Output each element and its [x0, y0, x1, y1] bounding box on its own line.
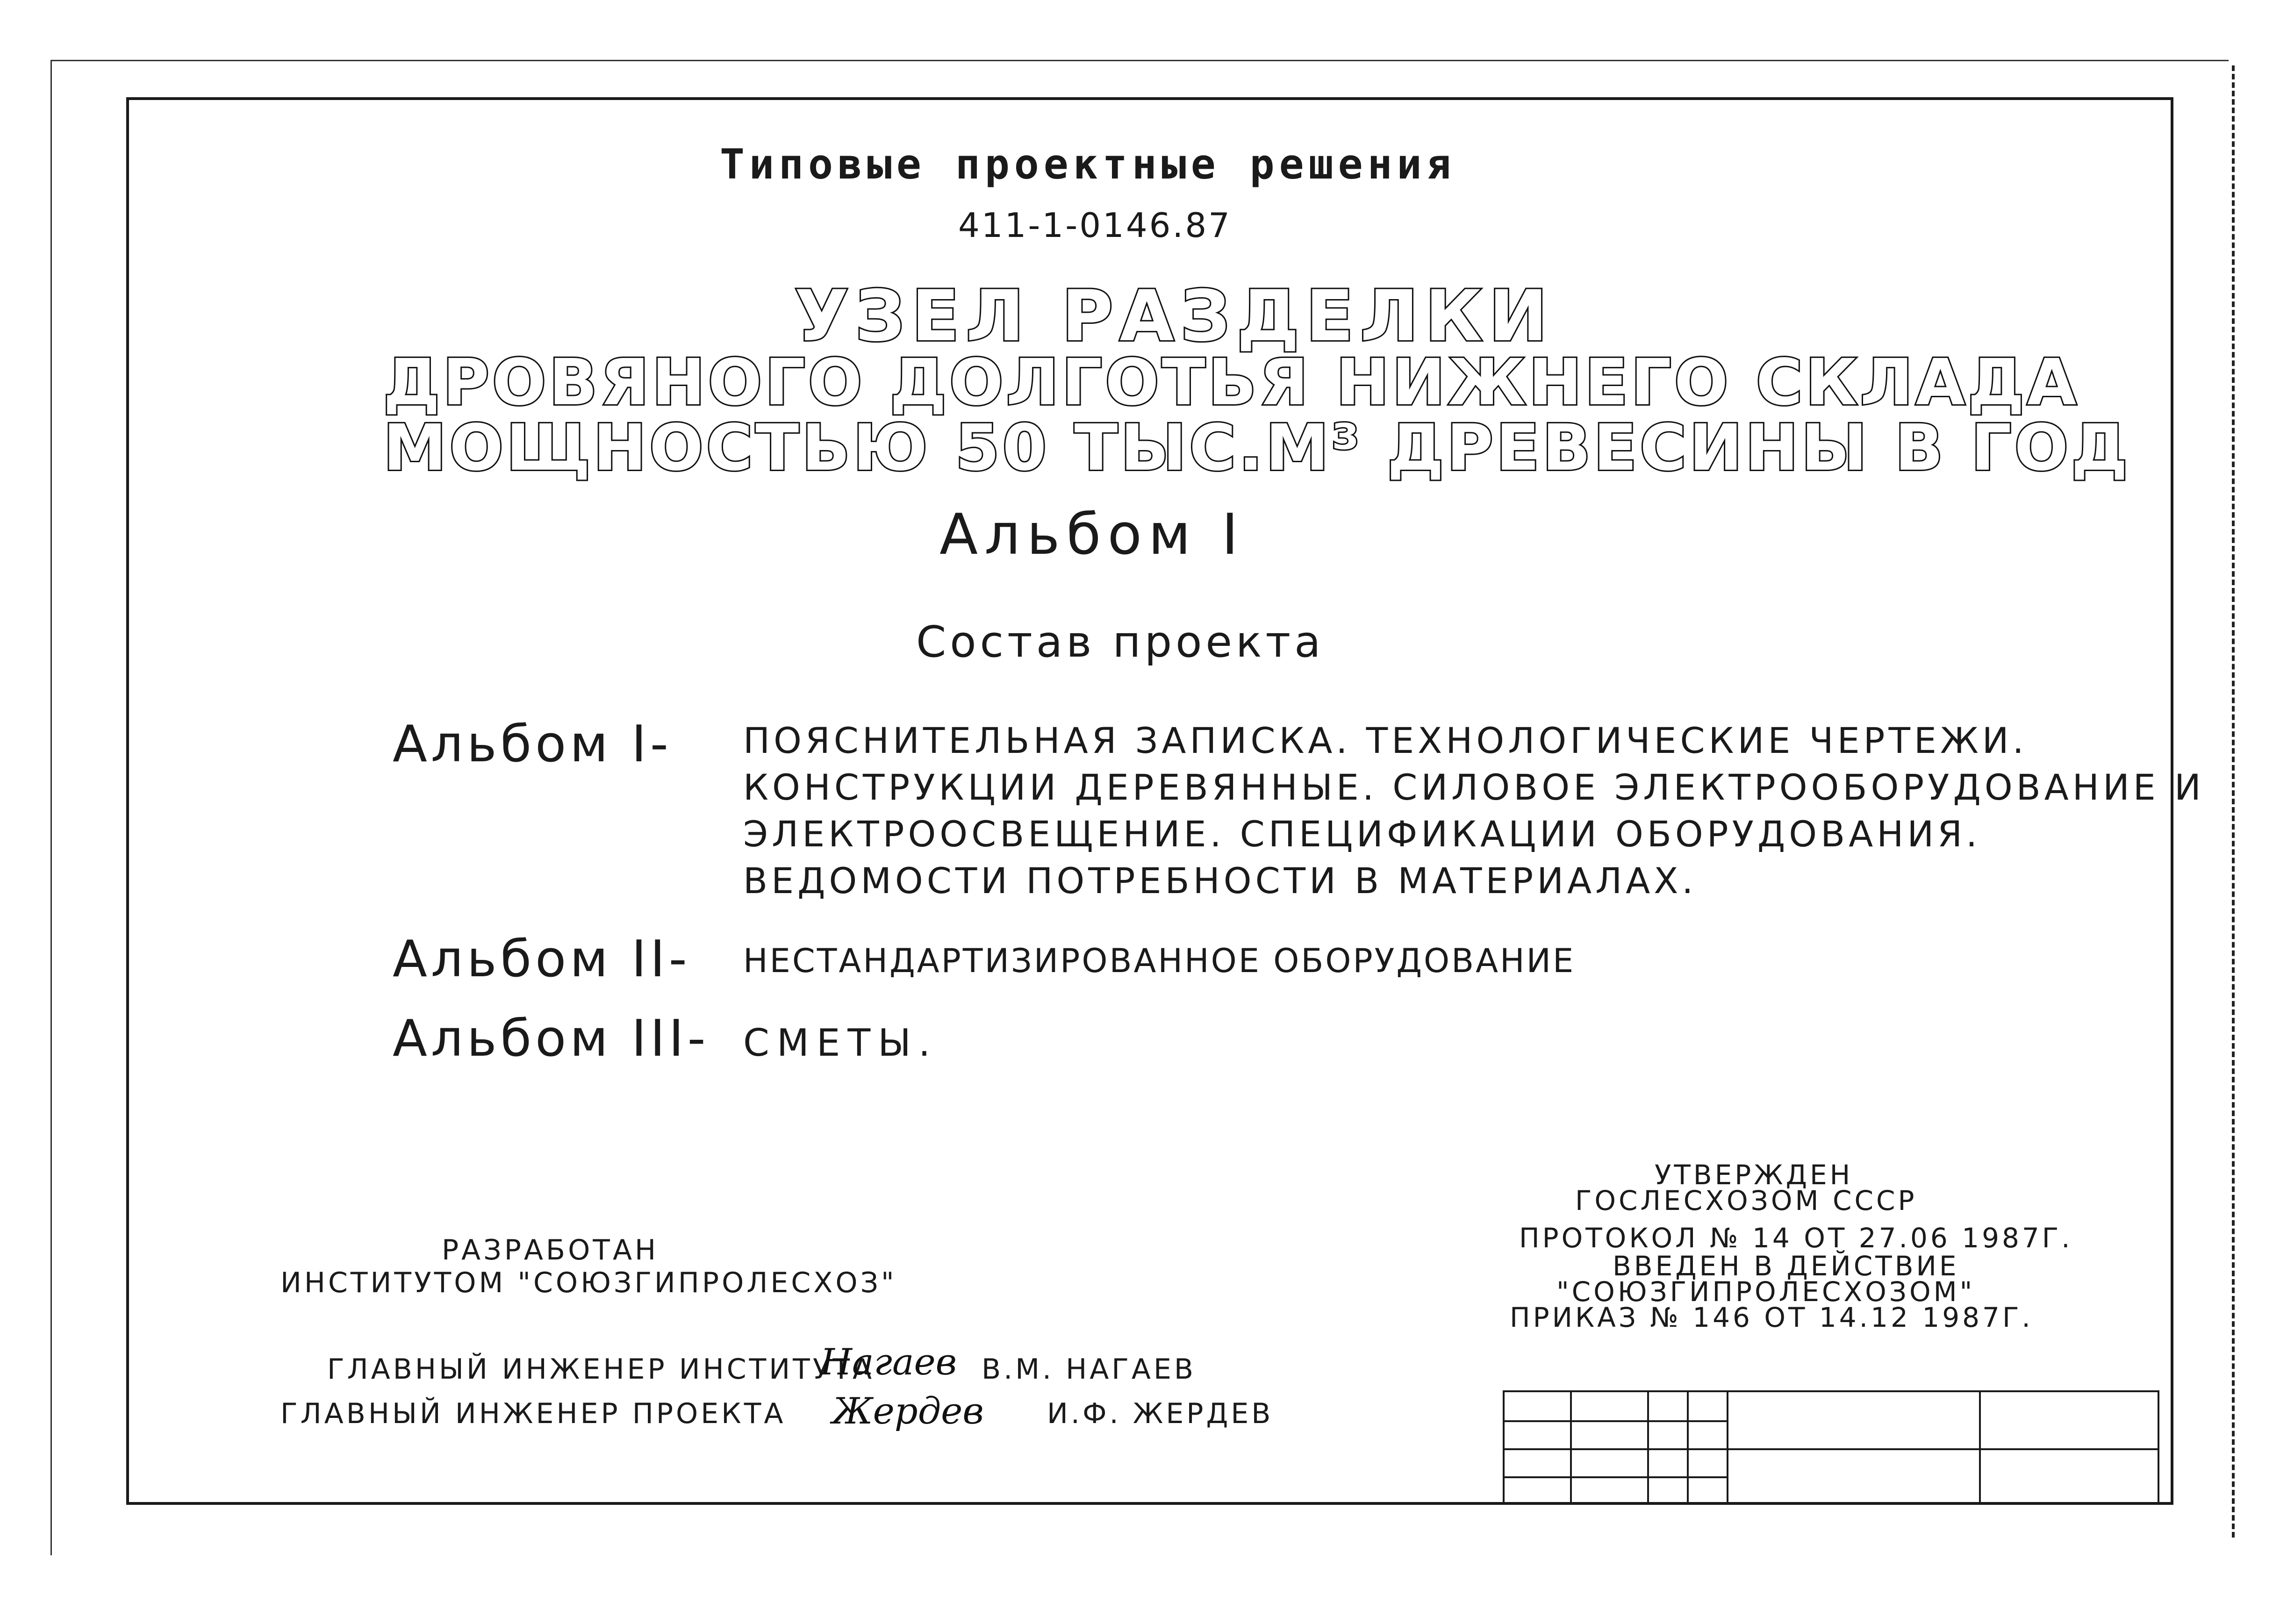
- main-title-line-3: МОЩНОСТЬЮ 50 ТЫС.М³ ДРЕВЕСИНЫ В ГОД: [383, 411, 2131, 485]
- volume-2-label: Альбом II-: [393, 930, 691, 988]
- main-title-line-2: ДРОВЯНОГО ДОЛГОТЬЯ НИЖНЕГО СКЛАДА: [383, 346, 2079, 420]
- chief-engineer-project-name: И.Ф. ЖЕРДЕВ: [1047, 1397, 1274, 1430]
- volume-1-line: КОНСТРУКЦИИ ДЕРЕВЯННЫЕ. СИЛОВОЕ ЭЛЕКТРООБОРУДОВАНИЕ И: [743, 766, 2205, 808]
- project-code: 411-1-0146.87: [958, 206, 1232, 245]
- approval-line: ГОСЛЕСХОЗОМ СССР: [1575, 1185, 1917, 1216]
- handwritten-signature: Нагаев: [820, 1341, 957, 1383]
- chief-engineer-institute-role: ГЛАВНЫЙ ИНЖЕНЕР ИНСТИТУТА: [327, 1353, 875, 1386]
- title-block-stamp: [1503, 1390, 2159, 1505]
- chief-engineer-institute-name: В.М. НАГАЕВ: [982, 1353, 1197, 1386]
- album-heading: Альбом I: [939, 502, 1245, 567]
- approval-order: ПРИКАЗ № 146 ОТ 14.12 1987Г.: [1510, 1302, 2033, 1333]
- series-title: Типовые проектные решения: [720, 140, 1456, 188]
- volume-1-line: ВЕДОМОСТИ ПОТРЕБНОСТИ В МАТЕРИАЛАХ.: [743, 860, 1697, 901]
- volume-1-line: ПОЯСНИТЕЛЬНАЯ ЗАПИСКА. ТЕХНОЛОГИЧЕСКИЕ ЧЕРТЕЖИ.: [743, 720, 2028, 761]
- developer-line-2: ИНСТИТУТОМ "СОЮЗГИПРОЛЕСХОЗ": [280, 1266, 897, 1299]
- stamp-divider: [1505, 1448, 2158, 1450]
- stamp-divider: [1505, 1420, 1727, 1422]
- volume-1-label: Альбом I-: [393, 715, 672, 773]
- chief-engineer-project-role: ГЛАВНЫЙ ИНЖЕНЕР ПРОЕКТА: [280, 1397, 786, 1430]
- developer-line-1: РАЗРАБОТАН: [442, 1234, 659, 1266]
- stamp-divider: [1505, 1476, 1727, 1478]
- contents-heading: Состав проекта: [916, 617, 1325, 667]
- volume-3-line: СМЕТЫ.: [743, 1021, 938, 1065]
- volume-3-label: Альбом III-: [393, 1009, 710, 1068]
- approval-line: "СОЮЗГИПРОЛЕСХОЗОМ": [1556, 1276, 1975, 1308]
- binding-edge-marks: [2232, 65, 2236, 1538]
- main-title-line-1: УЗЕЛ РАЗДЕЛКИ: [795, 276, 1554, 357]
- handwritten-signature: Жердев: [832, 1390, 984, 1432]
- approval-line: ВВЕДЕН В ДЕЙСТВИЕ: [1613, 1250, 1959, 1282]
- volume-2-line: НЕСТАНДАРТИЗИРОВАННОЕ ОБОРУДОВАНИЕ: [743, 942, 1576, 980]
- approval-line: УТВЕРЖДЕН: [1655, 1159, 1853, 1191]
- volume-1-line: ЭЛЕКТРООСВЕЩЕНИЕ. СПЕЦИФИКАЦИИ ОБОРУДОВАНИЯ.: [743, 813, 1981, 855]
- approval-protocol: ПРОТОКОЛ № 14 ОТ 27.06 1987Г.: [1519, 1222, 2073, 1254]
